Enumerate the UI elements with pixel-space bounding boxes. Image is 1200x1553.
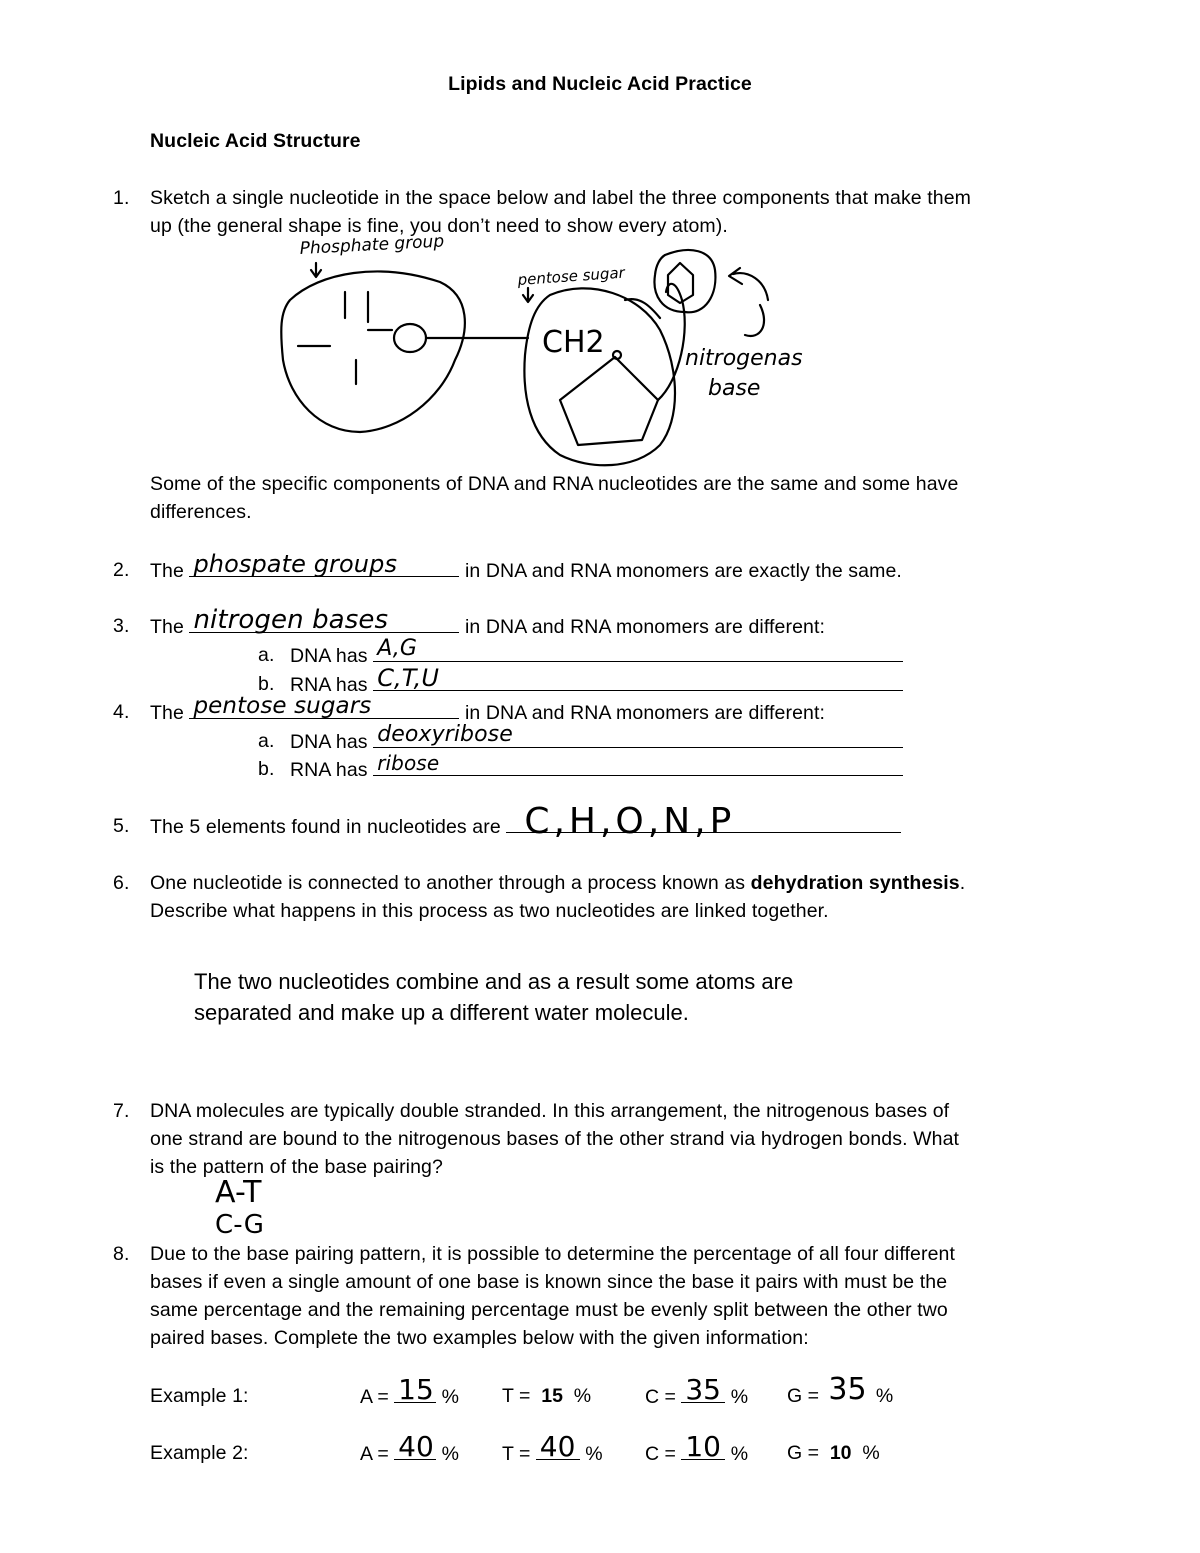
question-number: 4. xyxy=(113,701,130,723)
q3b-label: b. xyxy=(258,673,275,695)
q3-answer-blank[interactable] xyxy=(189,605,459,635)
example2-g-value: 10 xyxy=(829,1442,852,1464)
pct-sign: % xyxy=(441,1443,459,1465)
q6-line2: Describe what happens in this process as two nucleotides are linked together. xyxy=(150,900,829,922)
example1-t-value: 15 xyxy=(541,1385,563,1407)
q3a-label: a. xyxy=(258,644,275,666)
q3a-answer: A,G xyxy=(377,636,417,661)
g-eq: G = xyxy=(787,1385,819,1407)
example2-c-value: 10 xyxy=(685,1430,721,1463)
example2-a-value: 40 xyxy=(398,1430,434,1463)
q3a-answer-blank[interactable] xyxy=(373,636,903,662)
q4-pre: The xyxy=(150,702,184,724)
q8-line1: Due to the base pairing pattern, it is possible to determine the percentage of all four different xyxy=(150,1243,955,1265)
example1-g-value: 35 xyxy=(828,1372,867,1407)
q2-answer-blank[interactable] xyxy=(189,550,459,578)
example2-t-blank[interactable] xyxy=(536,1430,580,1463)
intro-line1: Some of the specific components of DNA and RNA nucleotides are the same and some have xyxy=(150,473,959,495)
q3b-line xyxy=(290,664,903,699)
q5-text: The 5 elements found in nucleotides are xyxy=(150,816,501,838)
c-eq: C = xyxy=(645,1443,676,1465)
q1-text-line2: up (the general shape is fine, you don’t need to show every atom). xyxy=(150,215,728,237)
q7-line1: DNA molecules are typically double stranded. In this arrangement, the nitrogenous bases of xyxy=(150,1100,950,1122)
q2-answer: phospate groups xyxy=(193,550,398,578)
q4b-label: b. xyxy=(258,758,275,780)
q2-line xyxy=(150,550,902,585)
a-eq: A = xyxy=(360,1443,389,1465)
q4b-line xyxy=(290,751,903,784)
pct-sign: % xyxy=(585,1443,603,1465)
q8-line2: bases if even a single amount of one base is known since the base it pairs with must be the xyxy=(150,1271,948,1293)
q3a-text: DNA has xyxy=(290,645,368,667)
c-eq: C = xyxy=(645,1386,676,1408)
t-eq: T = xyxy=(502,1443,531,1465)
q4a-answer: deoxyribose xyxy=(377,722,513,747)
q4a-text: DNA has xyxy=(290,731,368,753)
t-eq: T = xyxy=(502,1385,531,1407)
example2-c xyxy=(645,1430,749,1468)
q4a-label: a. xyxy=(258,730,275,752)
example2-a xyxy=(360,1430,459,1468)
example1-g-blank[interactable] xyxy=(824,1372,870,1407)
q1-text-line1: Sketch a single nucleotide in the space below and label the three components that make them xyxy=(150,187,972,209)
g-eq: G = xyxy=(787,1442,819,1464)
q8-line4: paired bases. Complete the two examples below with the given information: xyxy=(150,1327,809,1349)
example1-g xyxy=(787,1372,894,1410)
example2-a-blank[interactable] xyxy=(394,1430,436,1463)
example1-label: Example 1: xyxy=(150,1385,249,1407)
q2-post: in DNA and RNA monomers are exactly the same. xyxy=(464,560,902,582)
q6-answer-line1[interactable]: The two nucleotides combine and as a result some atoms are xyxy=(194,969,794,994)
q3b-answer: C,T,U xyxy=(377,664,440,692)
q7-line2: one strand are bound to the nitrogenous bases of the other strand via hydrogen bonds. What xyxy=(150,1128,960,1150)
example1-t xyxy=(502,1382,591,1410)
q7-line3: is the pattern of the base pairing? xyxy=(150,1156,443,1178)
pct-sign: % xyxy=(441,1386,459,1408)
q5-answer: C,H,O,N,P xyxy=(524,801,736,842)
example2-c-blank[interactable] xyxy=(681,1430,725,1463)
question-number: 2. xyxy=(113,559,130,581)
pct-sign: % xyxy=(730,1386,749,1408)
example1-c xyxy=(645,1373,749,1411)
q4b-text: RNA has xyxy=(290,759,368,781)
pct-sign: % xyxy=(730,1443,749,1465)
example2-t-value: 40 xyxy=(539,1430,576,1463)
q3-line xyxy=(150,605,825,641)
question-number: 3. xyxy=(113,615,130,637)
q7-answer-line2[interactable]: C-G xyxy=(215,1210,264,1240)
example2-label: Example 2: xyxy=(150,1442,249,1464)
q6-line1-post: . xyxy=(959,872,966,894)
q4a-answer-blank[interactable] xyxy=(373,722,903,748)
q3-answer: nitrogen bases xyxy=(193,605,389,635)
section-heading: Nucleic Acid Structure xyxy=(150,130,361,152)
ch2-label: CH2 xyxy=(542,325,605,360)
q3-post: in DNA and RNA monomers are different: xyxy=(464,616,825,638)
q4b-answer: ribose xyxy=(377,751,440,775)
q4-answer: pentose sugars xyxy=(193,693,372,719)
pct-sign: % xyxy=(862,1442,880,1464)
q8-line3: same percentage and the remaining percentage must be evenly split between the other two xyxy=(150,1299,948,1321)
q5-answer-blank[interactable] xyxy=(506,801,901,842)
q3b-answer-blank[interactable] xyxy=(373,664,903,692)
q5-line xyxy=(150,801,901,842)
sugar-label: pentose sugar xyxy=(517,263,626,289)
example1-a xyxy=(360,1373,459,1411)
question-number: 5. xyxy=(113,815,130,837)
q4b-answer-blank[interactable] xyxy=(373,751,903,776)
example1-c-value: 35 xyxy=(685,1373,721,1406)
base-label-line2: base xyxy=(708,376,761,401)
q6-answer-line2[interactable]: separated and make up a different water molecule. xyxy=(194,1000,689,1025)
example1-a-value: 15 xyxy=(398,1373,434,1406)
q4-post: in DNA and RNA monomers are different: xyxy=(464,702,825,724)
q6-line1 xyxy=(150,869,965,897)
q3-pre: The xyxy=(150,616,184,638)
question-number: 1. xyxy=(113,187,130,209)
q4-answer-blank[interactable] xyxy=(189,693,459,719)
q3b-text: RNA has xyxy=(290,674,368,696)
example1-c-blank[interactable] xyxy=(681,1373,725,1406)
q6-key-term: dehydration synthesis xyxy=(750,872,960,894)
example2-t xyxy=(502,1430,603,1468)
a-eq: A = xyxy=(360,1386,389,1408)
page-title: Lipids and Nucleic Acid Practice xyxy=(448,73,752,95)
base-label-line1: nitrogenas xyxy=(685,346,803,371)
question-number: 6. xyxy=(113,872,130,894)
q7-answer-line1[interactable]: A-T xyxy=(215,1175,262,1210)
question-number: 8. xyxy=(113,1243,130,1265)
q6-line1-pre: One nucleotide is connected to another through a process known as xyxy=(150,872,746,894)
question-number: 7. xyxy=(113,1100,130,1122)
example1-a-blank[interactable] xyxy=(394,1373,436,1406)
pct-sign: % xyxy=(573,1385,592,1407)
pct-sign: % xyxy=(875,1385,894,1407)
example2-g xyxy=(787,1439,880,1467)
phosphate-label: Phosphate group xyxy=(299,231,445,259)
intro-line2: differences. xyxy=(150,501,252,523)
q2-pre: The xyxy=(150,560,184,582)
